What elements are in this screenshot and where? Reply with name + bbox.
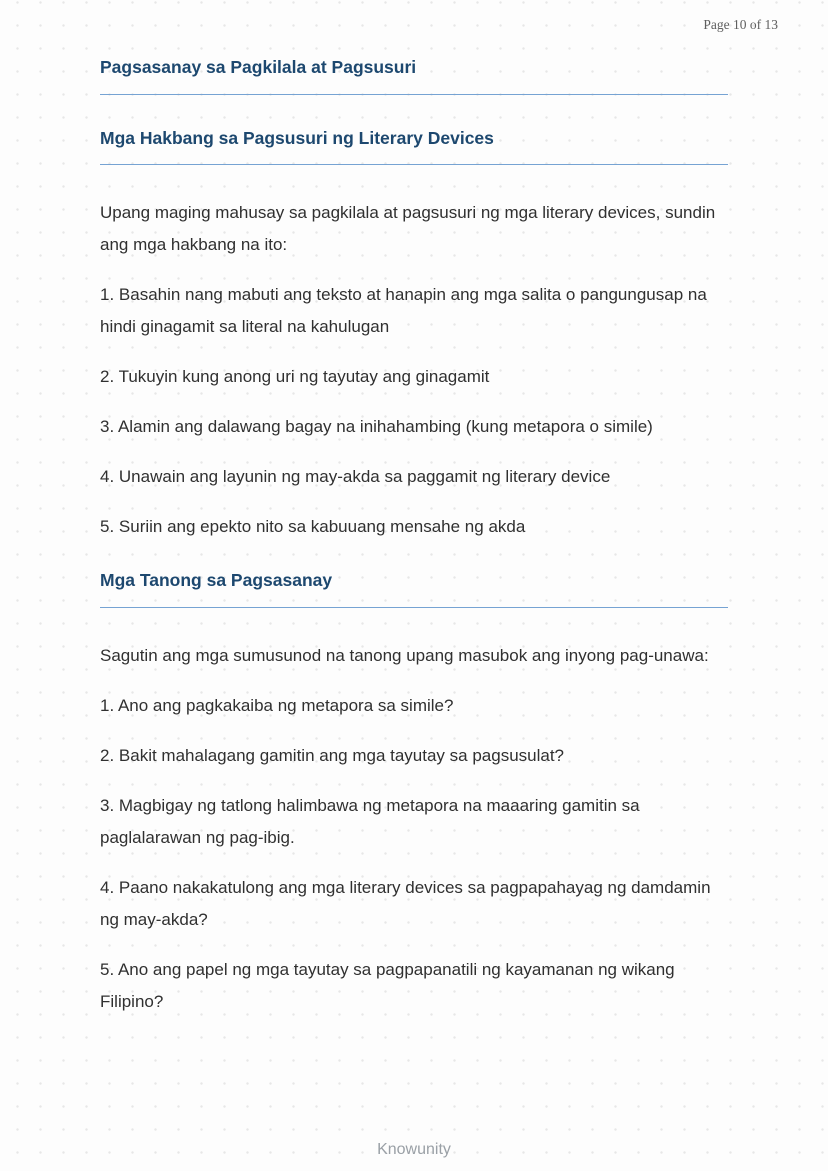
question-item: 4. Paano nakakatulong ang mga literary devices sa pagpapahayag ng damdamin ng may-akda?: [100, 877, 711, 929]
heading-underline: [100, 164, 728, 165]
section-heading-pagsasanay: Pagsasanay sa Pagkilala at Pagsusuri: [100, 57, 417, 77]
page-number: Page 10 of 13: [703, 17, 778, 32]
question-item: 1. Ano ang pagkakaiba ng metapora sa simile?: [100, 695, 454, 715]
heading-underline: [100, 607, 728, 608]
question-item: 3. Magbigay ng tatlong halimbawa ng metapora na maaaring gamitin sa paglalarawan ng pag-ibig.: [100, 795, 640, 847]
questions-intro: Sagutin ang mga sumusunod na tanong upang masubok ang inyong pag-unawa:: [100, 645, 709, 665]
heading-underline: [100, 94, 728, 95]
section-heading-hakbang: Mga Hakbang sa Pagsusuri ng Literary Devices: [100, 127, 494, 148]
steps-intro: Upang maging mahusay sa pagkilala at pagsusuri ng mga literary devices, sundin ang mga hakbang na ito:: [100, 203, 716, 255]
step-item: 2. Tukuyin kung anong uri ng tayutay ang ginagamit: [100, 367, 490, 387]
footer-brand: Knowunity: [377, 1141, 451, 1158]
step-item: 4. Unawain ang layunin ng may-akda sa paggamit ng literary device: [100, 467, 611, 487]
question-item: 5. Ano ang papel ng mga tayutay sa pagpapanatili ng kayamanan ng wikang Filipino?: [100, 959, 675, 1011]
section-heading-tanong: Mga Tanong sa Pagsasanay: [100, 570, 333, 591]
question-item: 2. Bakit mahalagang gamitin ang mga tayutay sa pagsusulat?: [100, 745, 565, 765]
step-item: 5. Suriin ang epekto nito sa kabuuang mensahe ng akda: [100, 517, 526, 537]
step-item: 1. Basahin nang mabuti ang teksto at hanapin ang mga salita o pangungusap na hindi ginagamit sa literal na kahulugan: [100, 285, 707, 337]
step-item: 3. Alamin ang dalawang bagay na inihahambing (kung metapora o simile): [100, 417, 653, 437]
